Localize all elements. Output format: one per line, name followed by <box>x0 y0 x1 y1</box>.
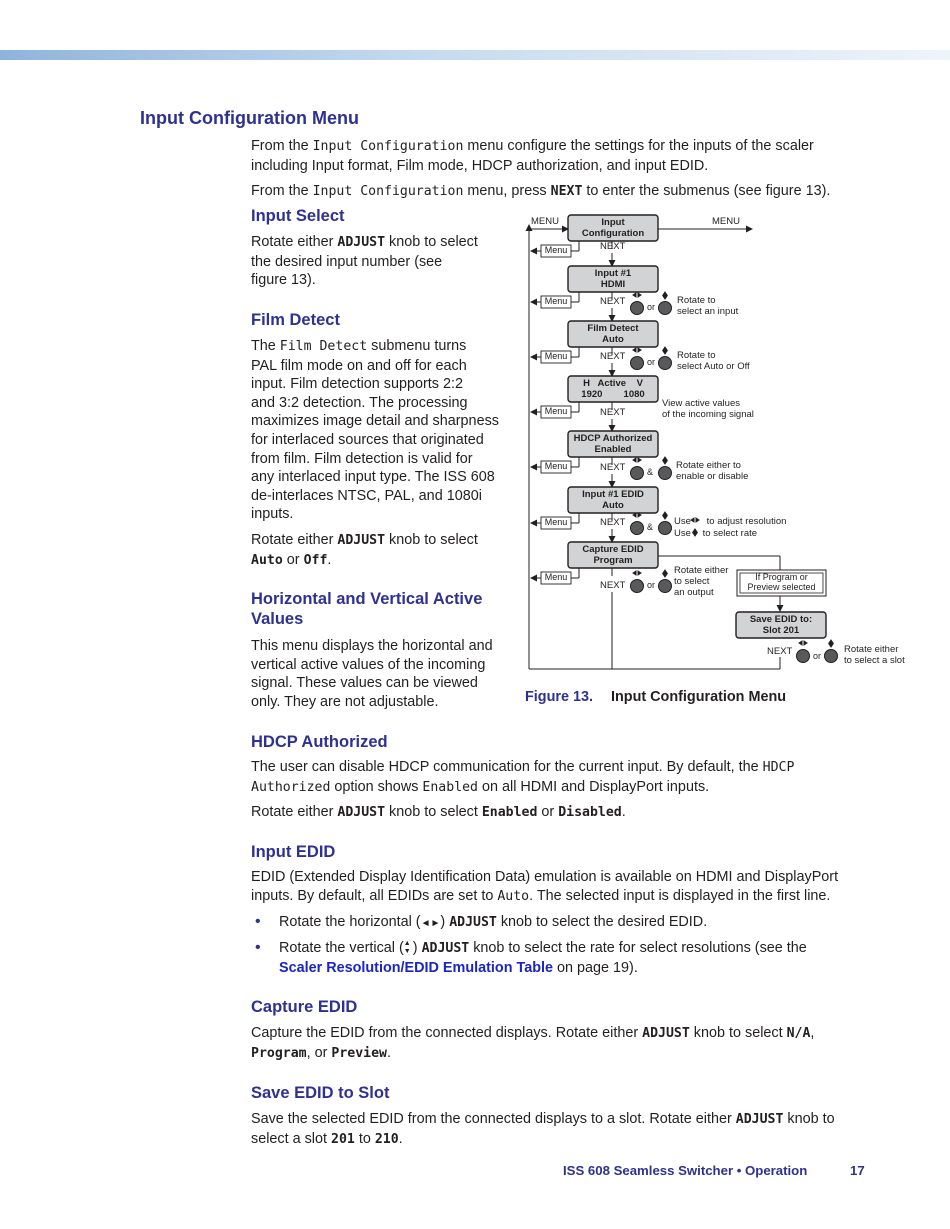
note-text: an output <box>674 587 714 598</box>
menu-box-line1: Input #1 EDID <box>582 489 644 500</box>
footer-title: ISS 608 Seamless Switcher • Operation <box>563 1163 808 1178</box>
note-text: Rotate either <box>674 565 729 576</box>
scaler-resolution-table-link[interactable]: Scaler Resolution/EDID Emulation Table <box>279 959 554 976</box>
adjust-knob-icon <box>659 357 672 370</box>
menu-box-line2: Enabled <box>594 444 632 455</box>
save-box-line1: Save EDID to: <box>749 614 813 625</box>
horizontal-arrows-icon: ◄► <box>420 918 441 929</box>
next-label: NEXT <box>600 462 626 473</box>
note-text: Rotate to <box>677 295 716 306</box>
menu-button-label: Menu <box>544 517 568 527</box>
menu-box-line1: H Active V <box>583 378 643 389</box>
adjust-knob-icon <box>631 522 644 535</box>
menu-button-label: Menu <box>544 461 568 471</box>
menu-box-line2: 1920 1080 <box>581 389 645 400</box>
knob-separator: or <box>647 302 656 312</box>
input-select-text: Rotate either ADJUST knob to select the desired input number (see figure 13). <box>251 234 478 289</box>
menu-button-label: Menu <box>544 351 568 361</box>
next-label: NEXT <box>600 241 626 252</box>
menu-box-line2: Configuration <box>581 228 645 239</box>
edid-bullet-2: • Rotate the vertical (▲▼ ) ADJUST knob to select the rate for select resolutions (see the Scaler Resolution/EDID Emulation Table on page 19). <box>255 939 807 976</box>
hv-active-text: This menu displays the horizontal and vertical active values of the incoming signal. These values can be viewed only. They are not adjustable. <box>251 638 493 710</box>
film-detect-heading: Film Detect <box>251 311 340 329</box>
condition-line1: If Program or <box>755 572 808 582</box>
menu-box-line2: Auto <box>602 334 624 345</box>
input-edid-heading: Input EDID <box>251 843 336 861</box>
adjust-knob-icon <box>659 467 672 480</box>
hdcp-heading: HDCP Authorized <box>251 733 388 751</box>
intro-paragraph-2: From the Input Configuration menu, press NEXT to enter the submenus (see figure 13). <box>251 183 831 199</box>
note-text: Rotate to <box>677 350 716 361</box>
save-edid-heading: Save EDID to Slot <box>251 1084 390 1102</box>
bullet-icon: • <box>255 913 261 930</box>
note-text: Use <box>674 528 691 539</box>
note-text: to select <box>674 576 710 587</box>
condition-line2: Preview selected <box>747 582 816 592</box>
adjust-knob-icon <box>631 357 644 370</box>
bullet-icon: • <box>255 939 261 956</box>
menu-button-label: Menu <box>544 245 568 255</box>
adjust-knob-icon <box>631 580 644 593</box>
menu-box-line1: Capture EDID <box>582 544 644 555</box>
menu-box-line2: Program <box>593 555 633 566</box>
menu-box-line1: Input #1 <box>594 268 632 279</box>
capture-edid-text: Capture the EDID from the connected displays. Rotate either ADJUST knob to select N/A, Program, or Preview. <box>251 1025 815 1061</box>
film-detect-text: The Film Detect submenu turns PAL film mode on and off for each input. Film detection supports 2:2 and 3:2 detection. The processing maximizes image detail and sharpness for interlaced sources that originated from film. Film detection is valid for any interlaced input type. The ISS 608 de-interlaces NTSC, PAL, and 1080i inputs. Rotate either ADJUST knob to select Auto or Off. <box>251 338 499 568</box>
menu-box-line1: HDCP Authorized <box>573 433 653 444</box>
vertical-arrows-icon: ▲▼ <box>403 940 411 956</box>
note-text: select Auto or Off <box>677 361 750 372</box>
note-text: to select a slot <box>844 655 905 666</box>
edid-bullet-1: • Rotate the horizontal (◄►) ADJUST knob to select the desired EDID. <box>255 913 708 930</box>
next-label: NEXT <box>600 296 626 307</box>
adjust-knob-icon <box>659 522 672 535</box>
hv-active-heading: Horizontal and Vertical Active Values <box>251 590 483 628</box>
next-label: NEXT <box>600 351 626 362</box>
note-text: to select rate <box>700 528 758 539</box>
menu-button-label: Menu <box>544 572 568 582</box>
input-select-heading: Input Select <box>251 207 345 225</box>
menu-box-line2: HDMI <box>600 279 626 290</box>
save-edid-text: Save the selected EDID from the connected displays to a slot. Rotate either ADJUST knob to select a slot 201 to 210. <box>251 1111 835 1147</box>
menu-label-left: MENU <box>531 216 559 227</box>
input-edid-text: EDID (Extended Display Identification Data) emulation is available on HDMI and DisplayPort inputs. By default, all EDIDs are set to Auto. The selected input is displayed in the first line. <box>251 869 839 904</box>
menu-box-line1: Film Detect <box>587 323 639 334</box>
menu-button-label: Menu <box>544 296 568 306</box>
note-text: to adjust resolution <box>704 516 787 527</box>
next-label: NEXT <box>600 407 626 418</box>
note-text: enable or disable <box>676 471 749 482</box>
note-text: Rotate either to <box>676 460 741 471</box>
note-text: Use <box>674 516 691 527</box>
note-text: View active values <box>662 398 740 409</box>
next-label: NEXT <box>600 580 626 591</box>
knob-separator: or <box>813 651 822 661</box>
knob-separator: & <box>647 522 654 532</box>
knob-separator: & <box>647 467 654 477</box>
adjust-knob-icon <box>631 467 644 480</box>
save-box-line2: Slot 201 <box>762 625 800 636</box>
adjust-knob-icon <box>659 580 672 593</box>
menu-button-label: Menu <box>544 406 568 416</box>
adjust-knob-icon <box>631 302 644 315</box>
menu-label-right: MENU <box>712 216 740 227</box>
next-label: NEXT <box>600 517 626 528</box>
menu-box-line1: Input <box>601 217 625 228</box>
knob-separator: or <box>647 580 656 590</box>
intro-paragraph-1: From the Input Configuration menu configure the settings for the inputs of the scaler including Input format, Film mode, HDCP authorization, and input EDID. <box>251 138 814 174</box>
note-text: of the incoming signal <box>662 409 754 420</box>
hdcp-text: The user can disable HDCP communication for the current input. By default, the HDCP Authorized option shows Enabled on all HDMI and DisplayPort inputs. Rotate either ADJUST knob to select Enabled or Disabled. <box>251 759 795 821</box>
knob-separator: or <box>647 357 656 367</box>
section-heading: Input Configuration Menu <box>140 108 359 128</box>
note-text: Rotate either <box>844 644 899 655</box>
capture-edid-heading: Capture EDID <box>251 998 358 1016</box>
page-number: 17 <box>850 1163 865 1178</box>
figure-caption: Figure 13. Input Configuration Menu <box>525 689 787 705</box>
adjust-knob-icon <box>659 302 672 315</box>
note-text: select an input <box>677 306 739 317</box>
adjust-knob-icon <box>825 650 838 663</box>
menu-box-line2: Auto <box>602 500 624 511</box>
adjust-knob-icon <box>797 650 810 663</box>
next-label: NEXT <box>767 646 793 657</box>
